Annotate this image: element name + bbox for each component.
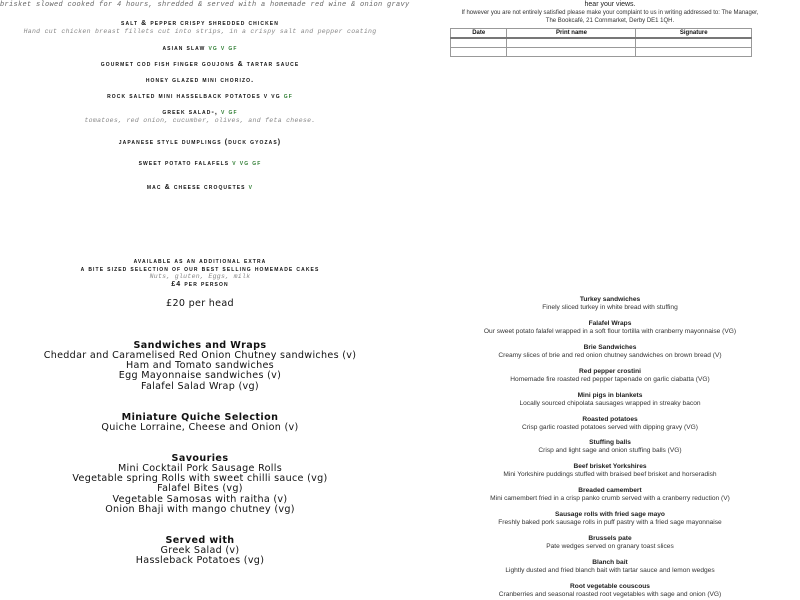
menu-item-description: Creamy slices of brie and red onion chutney sandwiches on brown bread (V) — [498, 351, 722, 359]
section-heading: Served with — [165, 535, 235, 546]
complaint-line1: If however you are not entirely satisfied please make your complaint to us in writing addressed to: The Manager, — [461, 10, 759, 16]
header-date: Date — [451, 29, 507, 39]
section-heading: Miniature Quiche Selection — [121, 412, 279, 423]
buffet-item: Quiche Lorraine, Cheese and Onion (v) — [101, 422, 299, 433]
dietary-tags: gf — [283, 93, 293, 100]
menu-item-title: gourmet cod fish finger goujons & tartar sauce — [100, 61, 300, 68]
menu-item-description: Freshly baked pork sausage rolls in puff pastry with a fried sage mayonnaise — [498, 519, 722, 527]
menu-item-title: Blanch bait — [592, 558, 628, 566]
menu-item — [0, 93, 400, 100]
menu-item-description: Homemade fire roasted red pepper tapenade on garlic ciabatta (VG) — [510, 375, 710, 383]
menu-item-description: Our sweet potato falafel wrapped in a soft flour tortilla with cranberry mayonnaise (VG) — [483, 327, 737, 335]
menu-item-title: Turkey sandwiches — [579, 296, 641, 303]
menu-item-description: Finely sliced turkey in white bread with stuffing — [542, 304, 678, 311]
extra-allergens: Nuts, gluten, Eggs, milk — [149, 273, 251, 280]
menu-item-title: salt & pepper crispy shredded chicken — [121, 20, 279, 27]
menu-item-title: rock salted mini hasselback potatoes v vg — [107, 93, 281, 100]
print-name-cell[interactable] — [507, 38, 636, 48]
menu-item-title: mac & cheese croquetes — [146, 184, 246, 191]
buffet-item: Vegetable spring Rolls with sweet chilli sauce (vg) — [72, 473, 328, 485]
signature-table — [450, 28, 752, 57]
menu-item-description: Mini camembert fried in a crisp panko crumb served with a cranberry reduction (V) — [490, 495, 730, 503]
buffet-price: £20 per head — [166, 298, 234, 309]
menu-item-title: Roasted potatoes — [582, 415, 638, 423]
header-signature: Signature — [636, 29, 752, 39]
menu-item-title: sweet potato falafels — [138, 160, 230, 167]
menu-item — [0, 20, 400, 27]
section-heading: Savouries — [171, 453, 229, 464]
menu-item — [0, 61, 400, 68]
menu-item-title: asian slaw — [162, 45, 206, 52]
header-print-name: Print name — [507, 29, 636, 39]
menu-item — [0, 45, 400, 52]
menu-item-title: Root vegetable couscous — [570, 582, 650, 590]
buffet-item: Greek Salad (v) — [160, 545, 240, 556]
menu-item-description: Mini Yorkshire puddings stuffed with braised beef brisket and horseradish — [503, 471, 717, 479]
date-cell[interactable] — [451, 38, 507, 48]
menu-item-description: Locally sourced chipolata sausages wrapped in streaky bacon — [519, 399, 701, 407]
print-name-cell[interactable] — [507, 48, 636, 57]
menu-item-title: Brussels pate — [588, 535, 632, 542]
menu-item-title: japanese style dumplings (duck gyozas) — [118, 139, 282, 146]
menu-item-title: Breaded camembert — [578, 487, 642, 495]
date-cell[interactable] — [451, 48, 507, 57]
buffet-item: Onion Bhaji with mango chutney (vg) — [105, 503, 295, 515]
buffet-item: Egg Mayonnaise sandwiches (v) — [118, 370, 282, 382]
buffet-item: Ham and Tomato sandwiches — [126, 360, 274, 372]
buffet-item: Hassleback Potatoes (vg) — [135, 555, 265, 567]
dietary-tags: v gf — [220, 109, 238, 116]
menu-item-title: greek salad-, — [162, 109, 218, 116]
menu-item — [0, 184, 400, 191]
dietary-tags: v — [248, 184, 254, 191]
buffet-item: Falafel Bites (vg) — [157, 483, 243, 495]
extra-price: £4 per person — [171, 281, 229, 288]
dietary-tags: vg v gf — [208, 45, 238, 52]
buffet-item: Vegetable Samosas with raitha (v) — [112, 493, 288, 505]
section-heading: Sandwiches and Wraps — [133, 340, 267, 351]
menu-item-title: Falafel Wraps — [588, 319, 632, 327]
menu-item-description: Crisp garlic roasted potatoes served with dipping gravy (VG) — [522, 423, 698, 431]
menu-item-title: Beef brisket Yorkshires — [573, 463, 647, 471]
menu-item-description: Cranberries and seasonal roasted root vegetables with sage and onion (VG) — [498, 590, 722, 598]
menu-item-description: Pate wedges served on granary toast slices — [546, 543, 674, 550]
menu-item-title: Sausage rolls with fried sage mayo — [555, 511, 665, 519]
menu-item-description: Hand cut chicken breast fillets cut into strips, in a crispy salt and pepper coating — [23, 28, 377, 35]
complaint-line2: The Bookcafé, 21 Cornmarket, Derby DE1 1QH. — [545, 18, 675, 24]
cut-description: brisket slowed cooked for 4 hours, shredded & served with a homemade red wine & onion gravy — [0, 1, 410, 9]
menu-item — [0, 139, 400, 146]
signature-cell[interactable] — [636, 38, 752, 48]
buffet-item: Mini Cocktail Pork Sausage Rolls — [117, 463, 283, 474]
menu-item-description: Lightly dusted and fried blanch bait with tartar sauce and lemon wedges — [505, 566, 715, 574]
extra-line1: available as an additional extra — [133, 258, 267, 265]
menu-item-description: Crisp and light sage and onion stuffing balls (VG) — [538, 447, 682, 455]
buffet-item: Falafel Salad Wrap (vg) — [141, 380, 259, 392]
extra-line2: a bite sized selection of our best selling homemade cakes — [80, 266, 320, 273]
menu-item-title: Stuffing balls — [589, 439, 631, 447]
menu-item-title: Red pepper crostini — [579, 367, 641, 375]
menu-item-description: tomatoes, red onion, cucumber, olives, and feta cheese. — [84, 117, 316, 124]
menu-item — [0, 160, 400, 167]
menu-item-title: Mini pigs in blankets — [577, 391, 643, 399]
menu-item — [0, 109, 400, 116]
signature-cell[interactable] — [636, 48, 752, 57]
menu-item-title: Brie Sandwiches — [583, 343, 637, 351]
menu-item-title: honey glazed mini chorizo. — [145, 77, 255, 84]
buffet-item: Cheddar and Caramelised Red Onion Chutney sandwiches (v) — [43, 350, 357, 361]
complaint-line0: hear your views. — [584, 1, 636, 8]
menu-item — [0, 77, 400, 84]
dietary-tags: v vg gf — [232, 160, 262, 167]
